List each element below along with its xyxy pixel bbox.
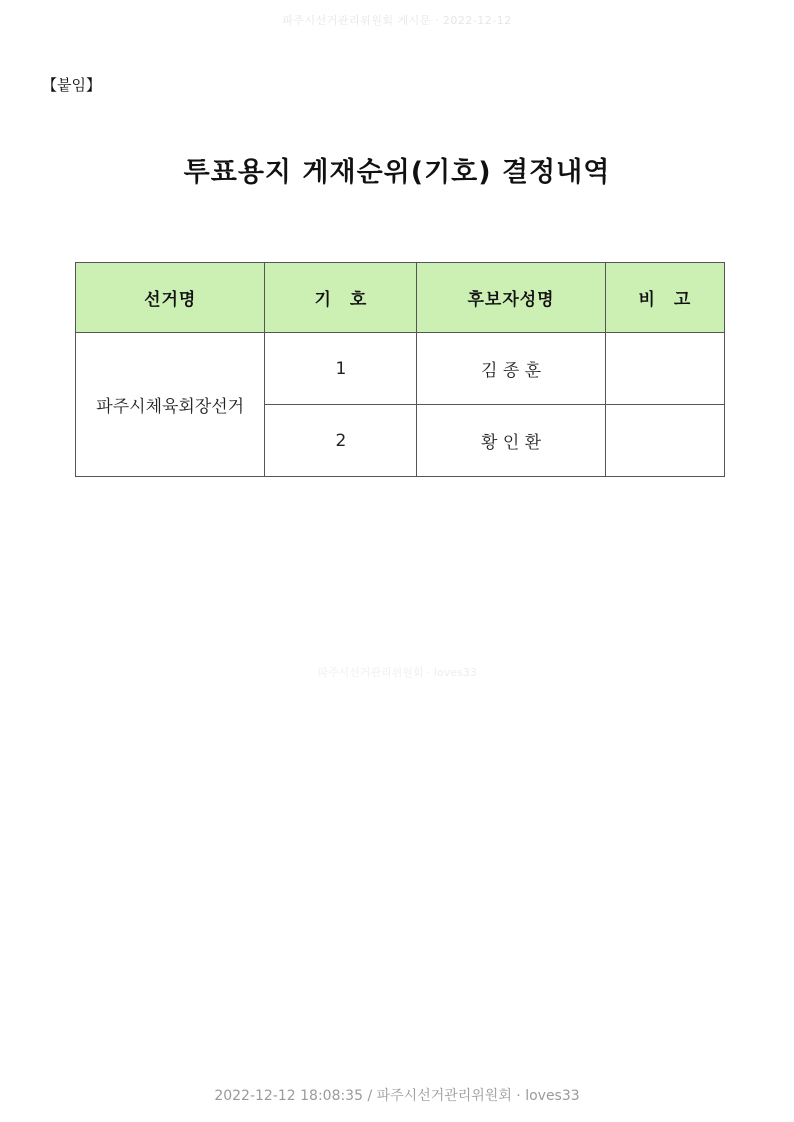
top-watermark-text: 파주시선거관리위원회 게시문 · 2022-12-12: [282, 14, 512, 27]
faint-watermark: 파주시선거관리위원회 · loves33: [317, 666, 477, 679]
attachment-label: 【붙임】: [42, 76, 101, 94]
document-title: 투표용지 게재순위(기호) 결정내역: [183, 157, 611, 188]
note-cell: [605, 333, 724, 405]
number-cell: 2: [265, 405, 417, 477]
header-candidate-name: 후보자성명: [417, 263, 605, 333]
footer-timestamp: 2022-12-12 18:08:35 / 파주시선거관리위원회 · loves33: [214, 1088, 580, 1104]
table-row: [76, 333, 725, 405]
candidate-name-cell: 김 종 훈: [417, 333, 605, 405]
candidate-name-cell: 황 인 환: [417, 405, 605, 477]
ballot-order-table: [75, 262, 725, 477]
header-note: 비 고: [605, 263, 724, 333]
header-election: 선거명: [76, 263, 265, 333]
election-name-cell: 파주시체육회장선거: [76, 333, 265, 477]
table-header-row: [76, 263, 725, 333]
note-cell: [605, 405, 724, 477]
number-cell: 1: [265, 333, 417, 405]
header-number: 기 호: [265, 263, 417, 333]
